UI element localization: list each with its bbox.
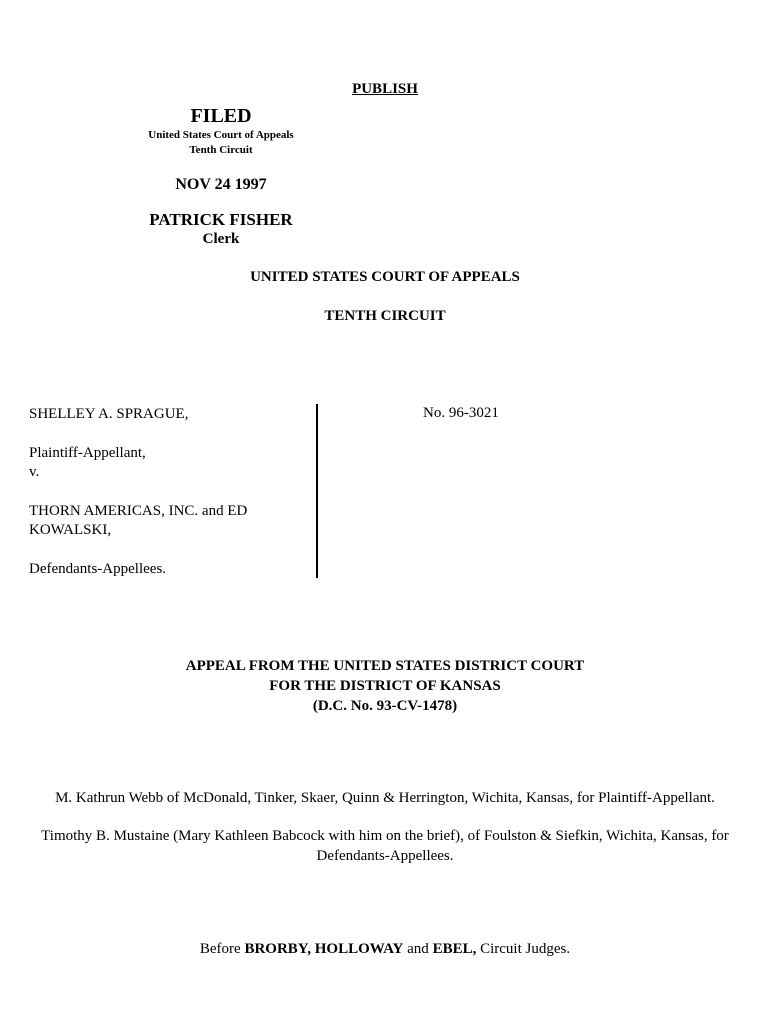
- defendants-role: Defendants-Appellees.: [29, 561, 167, 577]
- filed-stamp: [120, 104, 322, 248]
- plaintiff-name: SHELLEY A. SPRAGUE,: [29, 406, 189, 422]
- court-name: UNITED STATES COURT OF APPEALS: [250, 269, 520, 285]
- panel-judges: [0, 941, 770, 958]
- counsel-appellees: Timothy B. Mustaine (Mary Kathleen Babcock with him on the brief), of Foulston & Siefkin, Wichita, Kansas, for Defendants-Appellees.: [41, 828, 729, 864]
- caption-spacer: [29, 424, 309, 444]
- defendants-name-line-1: THORN AMERICAS, INC. and ED: [29, 503, 248, 519]
- stamp-court-line-2: Tenth Circuit: [189, 144, 253, 156]
- clerk-title: Clerk: [202, 231, 240, 247]
- counsel-appellant: M. Kathrun Webb of McDonald, Tinker, Skaer, Quinn & Herrington, Wichita, Kansas, for Plaintiff-Appellant.: [55, 790, 715, 806]
- appeal-line-1: APPEAL FROM THE UNITED STATES DISTRICT COURT: [185, 658, 585, 674]
- case-caption-parties: [29, 405, 309, 579]
- panel-judge-2: EBEL,: [432, 941, 477, 957]
- appeal-line-2: FOR THE DISTRICT OF KANSAS: [269, 678, 501, 694]
- filed-date: NOV 24 1997: [175, 176, 267, 193]
- clerk-name: PATRICK FISHER: [149, 210, 293, 229]
- panel-suffix: Circuit Judges.: [476, 941, 571, 957]
- filed-label: FILED: [190, 105, 252, 127]
- caption-spacer: [29, 540, 309, 560]
- plaintiff-role: Plaintiff-Appellant,: [29, 445, 146, 461]
- versus-label: v.: [29, 464, 40, 480]
- caption-divider: [316, 404, 318, 578]
- panel-judge-1: BRORBY, HOLLOWAY: [244, 941, 404, 957]
- circuit-name: TENTH CIRCUIT: [324, 308, 446, 324]
- stamp-court-line-1: United States Court of Appeals: [148, 129, 294, 141]
- docket-number: No. 96-3021: [423, 405, 499, 421]
- panel-before: Before: [199, 941, 245, 957]
- appeal-line-3: (D.C. No. 93-CV-1478): [312, 698, 458, 714]
- publish-heading: PUBLISH: [352, 81, 418, 97]
- appeal-heading: [0, 656, 770, 716]
- defendants-name-line-2: KOWALSKI,: [29, 522, 112, 538]
- panel-and: and: [403, 941, 433, 957]
- caption-spacer: [29, 482, 309, 502]
